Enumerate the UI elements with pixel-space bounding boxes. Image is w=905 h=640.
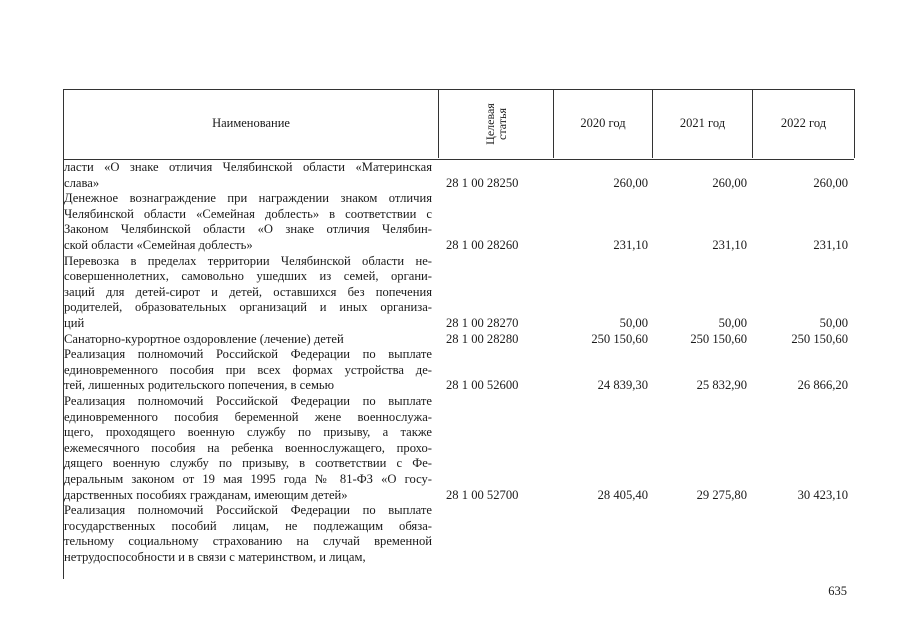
row-name-line: тельному социальному страхованию на случай временной: [64, 534, 432, 549]
row-name-line: ежемесячного пособия на ребенка военнослужащего, прохо-: [64, 440, 432, 455]
row-name-line: совершеннолетних, самовольно ушедших из семей, органи-: [64, 269, 432, 284]
row-value-v2021: 231,10: [712, 238, 747, 252]
page-number: 635: [828, 584, 847, 598]
row-name-line: деральным законом от 19 мая 1995 года № 81-ФЗ «О госу-: [64, 472, 432, 486]
row-name-line: щего, проходящего военную службу по призыву, а также: [64, 425, 432, 440]
row-name-line: Перевозка в пределах территории Челябинской области не-: [64, 253, 432, 268]
header-article: Целевая статья: [482, 102, 509, 145]
row-code: 28 1 00 28270: [446, 316, 519, 330]
row-value-v2021: 250 150,60: [690, 331, 747, 346]
row-name-line: дящего военную службу по призыву, в соответствии с Фе-: [64, 456, 432, 471]
row-code: 28 1 00 28250: [446, 175, 519, 190]
header-2020: 2020 год: [580, 116, 626, 130]
header-2021: 2021 год: [679, 116, 726, 130]
row-code: 28 1 00 52600: [446, 378, 519, 393]
row-name-line: нетрудоспособности и в связи с материнством, и лицам,: [64, 550, 366, 564]
row-name-line: Денежное вознаграждение при награждении знаком отличия: [64, 191, 432, 206]
row-code: 28 1 00 52700: [446, 487, 519, 502]
row-value-v2022: 26 866,20: [797, 378, 848, 393]
row-value-v2020: 231,10: [613, 238, 648, 252]
row-name-line: Челябинской области «Семейная доблесть» в соответствии с: [64, 206, 432, 221]
row-value-v2022: 231,10: [813, 238, 848, 252]
row-value-v2020: 28 405,40: [597, 487, 648, 502]
row-name-line: Реализация полномочий Российской Федерации по выплате: [64, 394, 432, 408]
row-name-line: государственных пособий лицам, не подлежащим обяза-: [64, 518, 432, 533]
row-name-line: родителей, образовательных организаций и иных организа-: [64, 300, 432, 315]
row-name-line: Реализация полномочий Российской Федерации по выплате: [64, 347, 432, 362]
row-value-v2020: 250 150,60: [591, 331, 648, 346]
row-value-v2021: 50,00: [718, 316, 747, 330]
row-value-v2022: 260,00: [813, 175, 848, 190]
row-name-line: заций для детей-сирот и детей, оставшихся без попечения: [64, 284, 432, 299]
row-code: 28 1 00 28280: [446, 331, 519, 346]
row-value-v2022: 30 423,10: [797, 487, 848, 502]
row-value-v2022: 50,00: [819, 316, 848, 330]
row-name-line: единовременного пособия при всех формах устройства де-: [64, 362, 432, 377]
row-name-line: единовременного пособия беременной жене военнослужа-: [64, 409, 432, 424]
row-code: 28 1 00 28260: [446, 238, 519, 252]
row-name-line: Санаторно-курортное оздоровление (лечение) детей: [64, 331, 344, 346]
column-divider: [854, 89, 855, 158]
row-name-line: слава»: [64, 175, 100, 190]
row-name-line: ласти «О знаке отличия Челябинской области «Материнская: [64, 160, 432, 174]
row-value-v2022: 250 150,60: [791, 331, 848, 346]
row-value-v2021: 25 832,90: [696, 378, 747, 393]
header-name: Наименование: [212, 116, 290, 130]
header-2022: 2022 год: [780, 116, 827, 130]
row-name-line: тей, лишенных родительского попечения, в семью: [64, 378, 335, 393]
row-value-v2020: 24 839,30: [597, 378, 648, 393]
row-name-line: дарственных пособиях гражданам, имеющим детей»: [64, 487, 348, 502]
row-value-v2020: 50,00: [619, 316, 648, 330]
row-value-v2020: 260,00: [613, 175, 648, 190]
row-name-line: ской области «Семейная доблесть»: [64, 238, 253, 252]
row-name-line: Законом Челябинской области «О знаке отличия Челябин-: [64, 222, 432, 237]
row-name-line: Реализация полномочий Российской Федерации по выплате: [64, 503, 432, 518]
row-value-v2021: 29 275,80: [696, 487, 747, 502]
row-name-line: ций: [64, 316, 85, 330]
row-value-v2021: 260,00: [712, 175, 747, 190]
